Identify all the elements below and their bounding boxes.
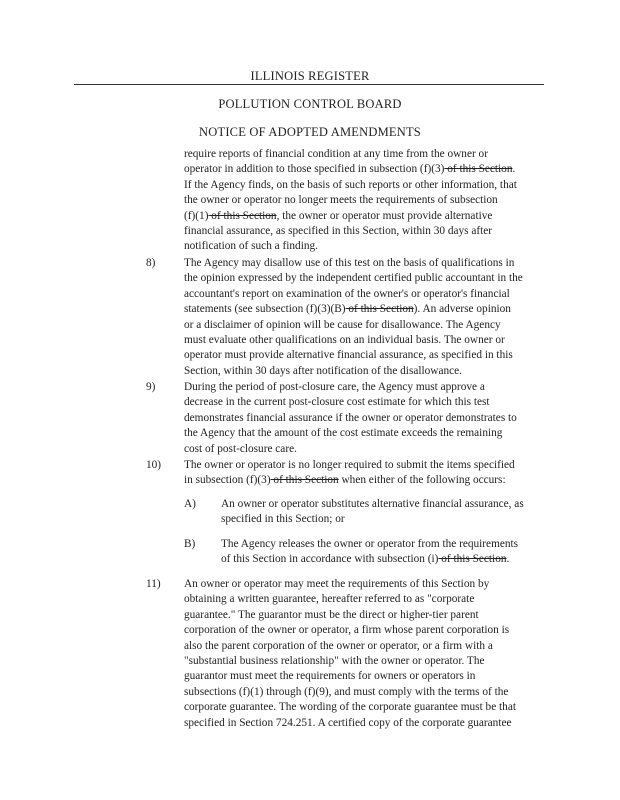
item-10-paragraph	[184, 458, 515, 489]
board-header: POLLUTION CONTROL BOARD	[218, 97, 402, 111]
text-line: If the Agency finds, on the basis of such reports or other information, that	[184, 178, 517, 191]
item-number-11: 11)	[146, 578, 161, 590]
text-line: corporation of the owner or operator, a firm whose parent corporation is	[184, 624, 510, 637]
subitem-letter-a: A)	[184, 498, 196, 510]
text-line: demonstrates financial assurance if the owner or operator demonstrates to	[184, 411, 517, 424]
text-line: (f)(1) of this Section, the owner or operator must provide alternative	[184, 209, 493, 222]
notice-header: NOTICE OF ADOPTED AMENDMENTS	[199, 125, 421, 139]
text-line: "substantial business relationship" with the owner or operator. The	[184, 655, 485, 668]
subitem-b-paragraph	[221, 537, 518, 568]
text-line: specified in this Section; or	[221, 513, 345, 526]
text-line: financial assurance, as specified in this Section, within 30 days after	[184, 225, 493, 238]
item-11-paragraph	[184, 577, 516, 731]
text-line: accountant's report on examination of the owner's or operator's financial	[184, 287, 510, 300]
item-8-paragraph	[184, 256, 523, 379]
text-line: obtaining a written guarantee, hereafter referred to as "corporate	[184, 593, 475, 606]
subitem-a-paragraph	[221, 497, 524, 528]
text-line: the owner or operator no longer meets the requirements of subsection	[184, 194, 498, 207]
text-line: During the period of post-closure care, the Agency must approve a	[184, 381, 485, 393]
text-line: operator must provide alternative financial assurance, as specified in this	[184, 349, 513, 362]
text-line: subsections (f)(1) through (f)(9), and must comply with the terms of the	[184, 685, 509, 698]
continuation-paragraph	[184, 147, 517, 255]
register-header: ILLINOIS REGISTER	[250, 69, 370, 83]
text-line: The Agency may disallow use of this test on the basis of qualifications in	[184, 257, 515, 269]
text-line: of this Section in accordance with subsection (i) of this Section.	[221, 553, 510, 566]
text-line: statements (see subsection (f)(3)(B) of this Section). An adverse opinion	[184, 303, 511, 316]
text-line: also the parent corporation of the owner or operator, or a firm with a	[184, 639, 493, 652]
item-number-8: 8)	[146, 257, 156, 269]
text-line: An owner or operator may meet the requirements of this Section by	[184, 578, 490, 590]
item-number-9: 9)	[146, 381, 156, 393]
struck-text: of this Section	[438, 553, 507, 566]
item-9-paragraph	[184, 380, 517, 457]
text-line: Section, within 30 days after notification of the disallowance.	[184, 364, 462, 377]
struck-text: of this Section	[270, 474, 339, 487]
text-line: in subsection (f)(3) of this Section when either of the following occurs:	[184, 474, 506, 487]
text-line: operator in addition to those specified in subsection (f)(3) of this Section.	[184, 163, 516, 176]
item-number-10: 10)	[146, 459, 162, 471]
text-line: The owner or operator is no longer required to submit the items specified	[184, 459, 515, 471]
subitem-letter-b: B)	[184, 538, 196, 550]
text-line: or a disclaimer of opinion will be cause for disallowance. The Agency	[184, 318, 501, 331]
text-line: require reports of financial condition at any time from the owner or	[184, 148, 488, 160]
struck-text: of this Section	[345, 303, 414, 316]
text-line: guarantee." The guarantor must be the direct or higher-tier parent	[184, 608, 479, 621]
text-line: The Agency releases the owner or operator from the requirements	[221, 538, 519, 550]
text-line: the opinion expressed by the independent certified public accountant in the	[184, 272, 523, 285]
text-line: An owner or operator substitutes alternative financial assurance, as	[221, 498, 524, 510]
text-line: decrease in the current post-closure cost estimate for which this test	[184, 396, 490, 409]
text-line: notification of such a finding.	[184, 240, 318, 253]
struck-text: of this Section	[444, 163, 513, 176]
text-line: guarantor must meet the requirements for owners or operators in	[184, 670, 476, 683]
text-line: cost of post-closure care.	[184, 442, 297, 455]
text-line: the Agency that the amount of the cost estimate exceeds the remaining	[184, 427, 503, 440]
text-line: specified in Section 724.251. A certified copy of the corporate guarantee	[184, 716, 512, 729]
header-rule	[74, 84, 544, 85]
text-line: corporate guarantee. The wording of the corporate guarantee must be that	[184, 701, 516, 714]
struck-text: of this Section	[208, 209, 277, 222]
text-line: must evaluate other qualifications on an individual basis. The owner or	[184, 334, 505, 347]
